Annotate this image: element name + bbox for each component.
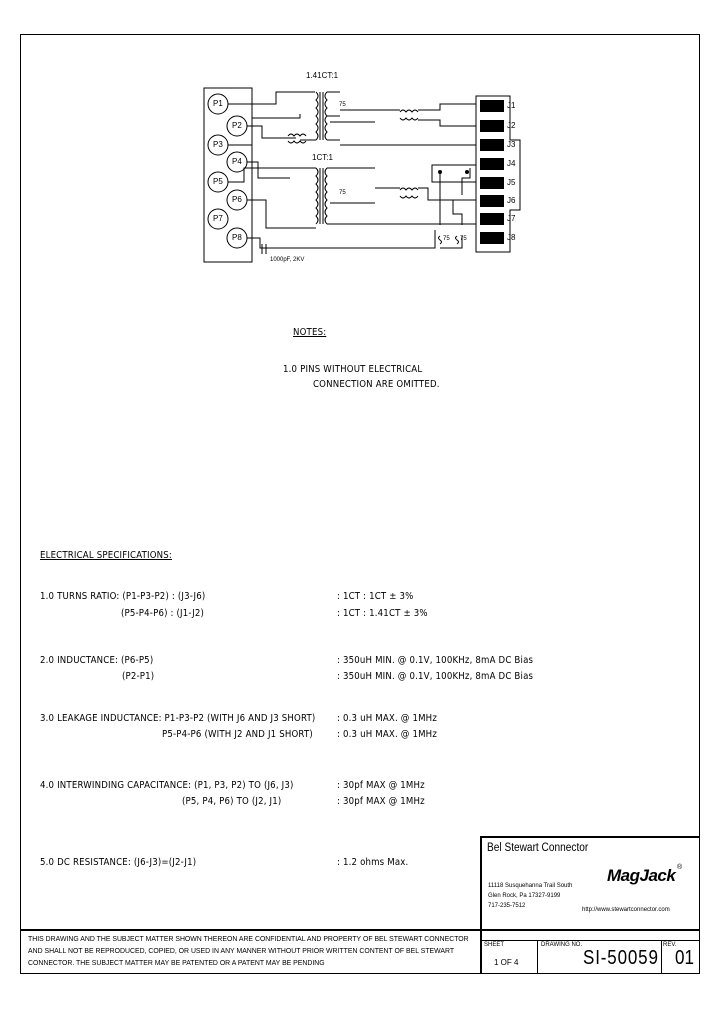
spec-2-value-2: : 350uH MIN. @ 0.1V, 100KHz, 8mA DC Bias: [337, 671, 534, 682]
company-address-1: 11118 Susquehanna Trail South: [488, 883, 573, 889]
company-address-2: Glen Rock, Pa 17327-9199: [488, 893, 561, 899]
jack-contact-j3: [480, 139, 504, 151]
wire-to-j6: [418, 188, 476, 200]
ratio-top-label: 1.41CT:1: [306, 71, 339, 80]
notes-title: NOTES:: [293, 327, 327, 338]
disclaimer-top-border: [20, 929, 700, 931]
spec-4-label-2: (P5, P4, P6) TO (J2, J1): [182, 796, 282, 807]
titleblock-mid-border: [480, 940, 700, 941]
spec-3-label: 3.0 LEAKAGE INDUCTANCE: P1-P3-P2 (WITH J6 AND J3 SHORT): [40, 713, 316, 724]
drawing-number-label: DRAWING NO.: [541, 942, 583, 948]
spec-2-label: 2.0 INDUCTANCE: (P6-P5): [40, 655, 154, 666]
wire-to-j2: [418, 120, 476, 126]
xfmr1-secondary: [325, 92, 327, 140]
notes-line-1: 1.0 PINS WITHOUT ELECTRICAL: [283, 364, 423, 375]
drawing-number-value: SI-50059: [583, 947, 659, 969]
spec-2-value: : 350uH MIN. @ 0.1V, 100KHz, 8mA DC Bias: [337, 655, 534, 666]
spec-1-label: 1.0 TURNS RATIO: (P1-P3-P2) : (J3-J6): [40, 591, 206, 602]
wire-j4-j5: [432, 165, 476, 182]
spec-1-value: : 1CT : 1CT ± 3%: [337, 591, 414, 602]
wire-p6: [247, 200, 316, 228]
wire-to-j1: [418, 104, 476, 110]
titleblock-left-border: [480, 836, 482, 974]
spec-3-value-2: : 0.3 uH MAX. @ 1MHz: [337, 729, 438, 740]
pin-label-p4: P4: [232, 157, 242, 166]
jack-label-j3: J3: [507, 140, 516, 149]
spec-4-label: 4.0 INTERWINDING CAPACITANCE: (P1, P3, P2) TO (J6, J3): [40, 780, 294, 791]
magjack-logo: MagJack: [607, 866, 676, 885]
jack-contact-j7: [480, 213, 504, 225]
spec-4-value-2: : 30pf MAX @ 1MHz: [337, 796, 425, 807]
titleblock-divider-1: [537, 940, 538, 974]
pin-label-p3: P3: [213, 140, 223, 149]
spec-4-value: : 30pf MAX @ 1MHz: [337, 780, 425, 791]
jack-label-j2: J2: [507, 121, 516, 130]
spec-3-label-2: P5-P4-P6 (WITH J2 AND J1 SHORT): [162, 729, 313, 740]
company-url[interactable]: http://www.stewartconnector.com: [582, 907, 670, 913]
xfmr2-secondary: [325, 168, 327, 224]
connector-body-right: [476, 96, 520, 252]
spec-5-label: 5.0 DC RESISTANCE: (J6-J3)=(J2-J1): [40, 857, 197, 868]
pin-label-p2: P2: [232, 121, 242, 130]
jack-contact-j5: [480, 177, 504, 189]
jack-contact-j1: [480, 100, 504, 112]
jack-label-j5: J5: [507, 178, 516, 187]
wire-p8: [247, 230, 435, 248]
specs-title: ELECTRICAL SPECIFICATIONS:: [40, 550, 172, 561]
disclaimer-line-1: THIS DRAWING AND THE SUBJECT MATTER SHOWN THEREON ARE CONFIDENTIAL AND PROPERTY OF BEL STEWART CONNECTOR: [28, 934, 469, 943]
pin-label-p8: P8: [232, 233, 242, 242]
jack-contact-j2: [480, 120, 504, 132]
jack-label-j6: J6: [507, 196, 516, 205]
resistor-label-4: 75: [460, 236, 467, 242]
revision-label: REV.: [663, 942, 677, 948]
pin-label-p1: P1: [213, 99, 223, 108]
pin-label-p5: P5: [213, 177, 223, 186]
wire-p4: [247, 162, 290, 178]
jack-label-j4: J4: [507, 159, 516, 168]
resistor-label-2: 75: [339, 190, 346, 196]
spec-5-value: : 1.2 ohms Max.: [337, 857, 409, 868]
jack-label-j8: J8: [507, 233, 516, 242]
pin-label-p6: P6: [232, 195, 242, 204]
capacitor-label: 1000pF, 2KV: [270, 257, 305, 263]
spec-1-label-2: (P5-P4-P6) : (J1-J2): [121, 608, 205, 619]
jack-label-j1: J1: [507, 101, 516, 110]
resistor-label-1: 75: [339, 102, 346, 108]
disclaimer-line-3: CONNECTOR. THE SUBJECT MATTER MAY BE PATENTED OR A PATENT MAY BE PENDING: [28, 958, 325, 967]
sheet-value: 1 OF 4: [494, 958, 519, 967]
titleblock-divider-2: [661, 940, 662, 974]
xfmr1-primary: [316, 92, 318, 140]
jack-label-j7: J7: [507, 214, 516, 223]
sheet-label: SHEET: [484, 942, 505, 948]
spec-2-label-2: (P2-P1): [122, 671, 155, 682]
wire-p5: [228, 168, 316, 182]
pin-label-p7: P7: [213, 214, 223, 223]
disclaimer-line-2: AND SHALL NOT BE REPRODUCED, COPIED, OR USED IN ANY MANNER WITHOUT PRIOR WRITTEN CONTENT OF BEL STEWART: [28, 946, 455, 955]
jack-contact-j4: [480, 158, 504, 170]
jack-contact-j6: [480, 195, 504, 207]
titleblock-top-border: [480, 836, 700, 838]
ratio-mid-label: 1CT:1: [312, 153, 333, 162]
registered-mark-icon: ®: [677, 864, 683, 871]
company-name: Bel Stewart Connector: [487, 842, 589, 854]
revision-value: 01: [675, 947, 694, 969]
wire-p2: [247, 126, 296, 138]
resistor-label-3: 75: [443, 236, 450, 242]
wire-p1: [228, 92, 315, 104]
jack-contact-j8: [480, 232, 504, 244]
spec-1-value-2: : 1CT : 1.41CT ± 3%: [337, 608, 428, 619]
spec-3-value: : 0.3 uH MAX. @ 1MHz: [337, 713, 438, 724]
schematic-diagram: [0, 0, 720, 300]
company-phone: 717-235-7512: [488, 903, 526, 909]
xfmr2-primary: [316, 168, 318, 224]
notes-line-2: CONNECTION ARE OMITTED.: [313, 379, 440, 390]
